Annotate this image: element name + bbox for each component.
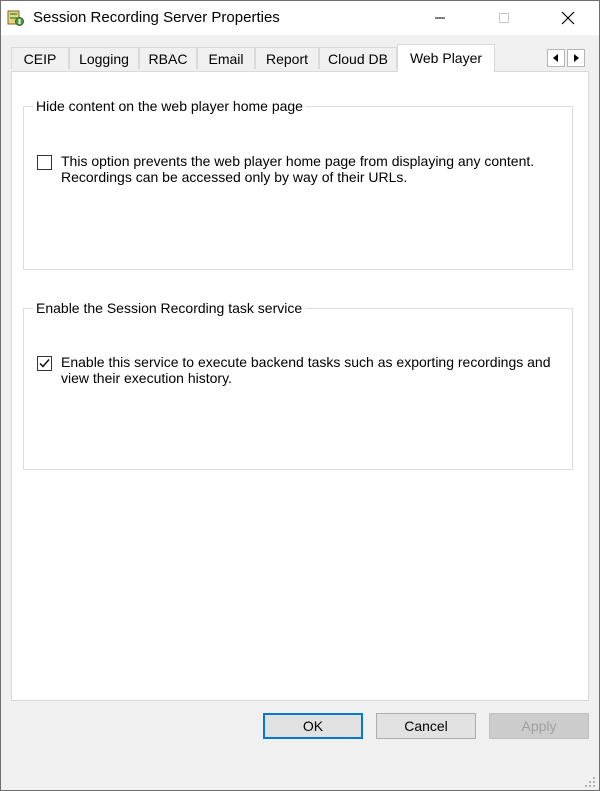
tab-strip [1,35,599,73]
tab-panel-web-player [11,71,589,701]
tab-cloud-db[interactable]: Cloud DB [319,47,397,69]
group-title: Enable the Session Recording task service [33,299,305,317]
tab-logging[interactable]: Logging [69,47,139,69]
cancel-button[interactable]: Cancel [376,713,476,739]
minimize-button[interactable] [417,1,463,35]
minimize-icon [434,12,446,24]
maximize-button [481,1,527,35]
tab-scroll-right-button[interactable] [567,49,585,67]
close-button[interactable] [545,1,591,35]
arrow-right-icon [572,54,580,62]
ok-button[interactable]: OK [263,713,363,739]
apply-button: Apply [489,713,589,739]
tab-ceip[interactable]: CEIP [11,47,69,69]
task-service-option[interactable] [37,354,551,390]
task-service-checkbox[interactable] [37,356,52,371]
maximize-icon [498,12,510,24]
tab-scroll-left-button[interactable] [547,49,565,67]
hide-content-option[interactable] [37,153,547,189]
resize-grip-icon[interactable] [584,775,596,787]
close-icon [561,11,575,25]
tab-report[interactable]: Report [255,47,319,69]
hide-content-checkbox[interactable] [37,155,52,170]
checkmark-icon [39,358,50,369]
title-bar [1,1,599,35]
group-task-service [23,300,573,470]
arrow-left-icon [552,54,560,62]
tab-email[interactable]: Email [197,47,255,69]
window-title: Session Recording Server Properties [33,9,280,26]
checkbox-label[interactable]: Enable this service to execute backend tasks such as exporting recordings and view their execution history. [61,354,551,386]
tab-web-player[interactable]: Web Player [397,44,495,72]
checkbox-label[interactable]: This option prevents the web player home page from displaying any content. Recordings can be accessed only by way of their URLs. [61,153,535,185]
group-title: Hide content on the web player home page [33,97,306,115]
tab-rbac[interactable]: RBAC [139,47,197,69]
server-properties-icon [7,9,25,27]
group-hide-content [23,98,573,270]
